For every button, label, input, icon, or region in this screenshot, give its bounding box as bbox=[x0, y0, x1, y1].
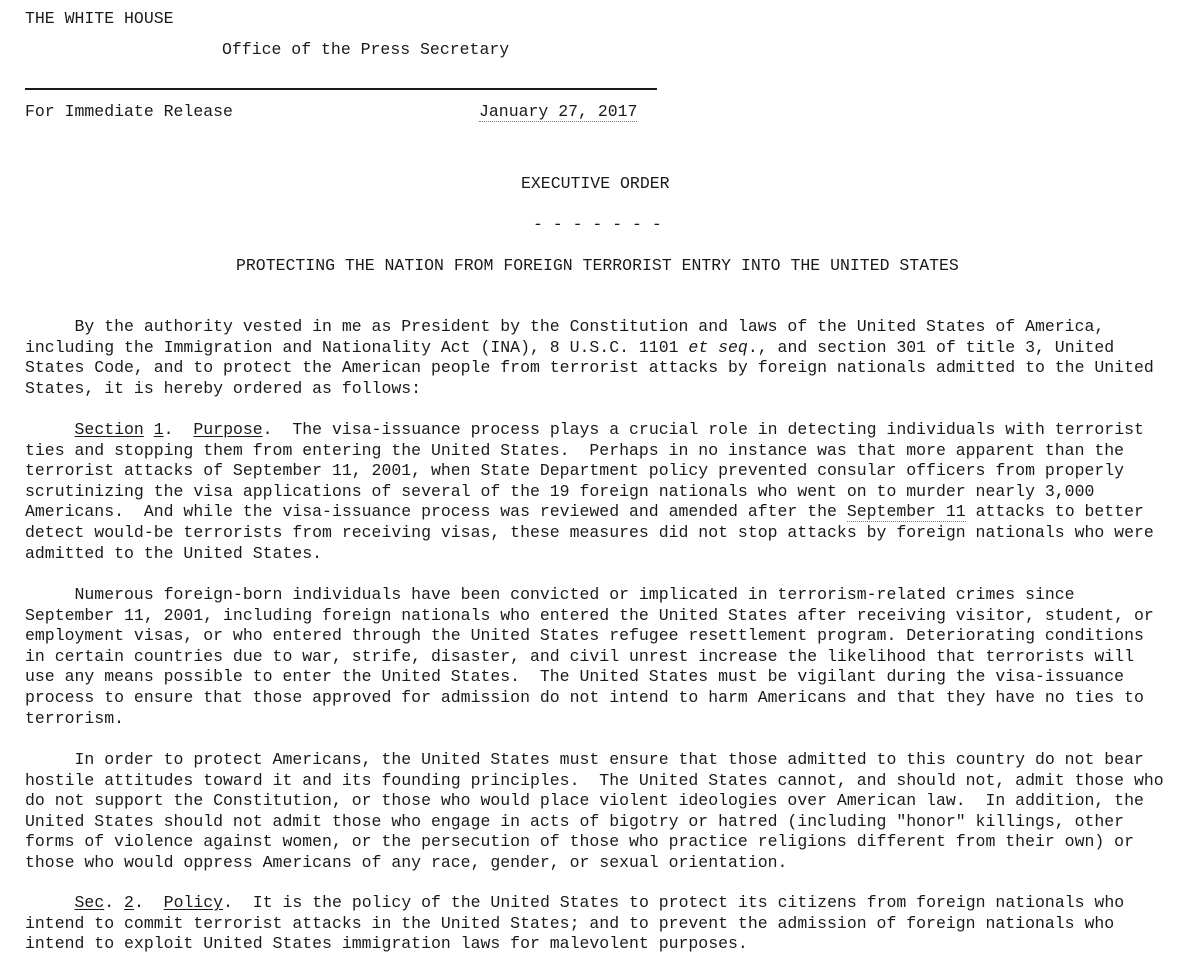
preamble-line: including the Immigration and Nationality Act (INA), 8 U.S.C. 1101 et seq., and section 301 of title 3, United bbox=[25, 337, 1115, 357]
release-date[interactable] bbox=[479, 102, 637, 121]
document-title: PROTECTING THE NATION FROM FOREIGN TERRORIST ENTRY INTO THE UNITED STATES bbox=[236, 256, 959, 275]
section-1-line: admitted to the United States. bbox=[25, 543, 323, 563]
section-1-line: ties and stopping them from entering the United States. Perhaps in no instance was that more apparent than the bbox=[25, 440, 1125, 460]
section-1-line: Section 1. Purpose. The visa-issuance process plays a crucial role in detecting individuals with terrorist bbox=[74, 420, 1144, 439]
section-1-number: 1 bbox=[153, 420, 164, 439]
section-1-line: Americans. And while the visa-issuance process was reviewed and amended after the September 11 attacks to better bbox=[25, 502, 1144, 522]
section-1-line: terrorist attacks of September 11, 2001, when State Department policy prevented consular officers from properly bbox=[25, 461, 1125, 481]
section-2-number: 2 bbox=[124, 893, 134, 912]
release-label: For Immediate Release bbox=[25, 102, 233, 121]
section-2-line: intend to exploit United States immigration laws for malevolent purposes. bbox=[25, 934, 748, 954]
section-2-paragraph bbox=[25, 893, 1185, 955]
policy-heading: Policy bbox=[163, 893, 224, 912]
september-11-link[interactable]: September 11 bbox=[846, 502, 966, 522]
paragraph-3-line: those who would oppress Americans of any race, gender, or sexual orientation. bbox=[25, 852, 788, 872]
paragraph-2 bbox=[25, 585, 1185, 729]
et-seq: et seq bbox=[688, 337, 748, 357]
section-1-line: scrutinizing the visa applications of several of the 19 foreign nationals who went on to murder nearly 3,000 bbox=[25, 481, 1095, 501]
paragraph-2-line: September 11, 2001, including foreign nationals who entered the United States after receiving visitor, student, or bbox=[25, 605, 1154, 625]
section-1-line: detect would-be terrorists from receiving visas, these measures did not stop attacks by foreign nationals who were bbox=[25, 522, 1154, 542]
document-kind: EXECUTIVE ORDER bbox=[521, 174, 670, 193]
header-divider bbox=[25, 88, 657, 90]
paragraph-2-line: Numerous foreign-born individuals have been convicted or implicated in terrorism-related crimes since bbox=[25, 585, 1075, 604]
preamble-line: By the authority vested in me as President by the Constitution and laws of the United States of America, bbox=[25, 317, 1105, 336]
preamble-paragraph bbox=[25, 317, 1185, 399]
paragraph-2-line: use any means possible to enter the United States. The United States must be vigilant during the visa-issuance bbox=[25, 667, 1125, 687]
header-org: THE WHITE HOUSE bbox=[25, 9, 174, 28]
paragraph-3-line: In order to protect Americans, the United States must ensure that those admitted to this country do not bear bbox=[25, 750, 1144, 769]
paragraph-3-line: hostile attitudes toward it and its founding principles. The United States cannot, and should not, admit those who bbox=[25, 770, 1164, 790]
paragraph-2-line: terrorism. bbox=[25, 708, 125, 728]
title-separator: - - - - - - - bbox=[533, 215, 662, 234]
section-1-label: Section bbox=[74, 420, 144, 439]
paragraph-3-line: forms of violence against women, or the persecution of those who practice religions different from their own) or bbox=[25, 832, 1134, 852]
section-2-line: intend to commit terrorist attacks in the United States; and to prevent the admission of foreign nationals who bbox=[25, 913, 1115, 933]
section-2-line: Sec. 2. Policy. It is the policy of the United States to protect its citizens from foreign nationals who bbox=[74, 893, 1125, 912]
preamble-line: States Code, and to protect the American people from terrorist attacks by foreign nationals admitted to the United bbox=[25, 358, 1154, 378]
header-office: Office of the Press Secretary bbox=[222, 40, 510, 59]
section-2-label: Sec bbox=[74, 893, 105, 912]
paragraph-2-line: process to ensure that those approved for admission do not intend to harm Americans and that they have no ties to bbox=[25, 687, 1144, 707]
section-1-paragraph bbox=[25, 420, 1185, 564]
preamble-line: States, it is hereby ordered as follows: bbox=[25, 378, 422, 398]
paragraph-2-line: employment visas, or who entered through the United States refugee resettlement program. Deteriorating conditions bbox=[25, 626, 1144, 646]
paragraph-3-line: do not support the Constitution, or those who would place violent ideologies over American law. In addition, the bbox=[25, 791, 1144, 811]
paragraph-3-line: United States should not admit those who engage in acts of bigotry or hatred (including "honor" killings, other bbox=[25, 811, 1125, 831]
paragraph-3 bbox=[25, 750, 1185, 874]
release-date-link[interactable]: January 27, 2017 bbox=[479, 102, 638, 121]
paragraph-2-line: in certain countries due to war, strife, disaster, and civil unrest increase the likelihood that terrorists will bbox=[25, 646, 1134, 666]
purpose-heading: Purpose bbox=[193, 420, 263, 439]
